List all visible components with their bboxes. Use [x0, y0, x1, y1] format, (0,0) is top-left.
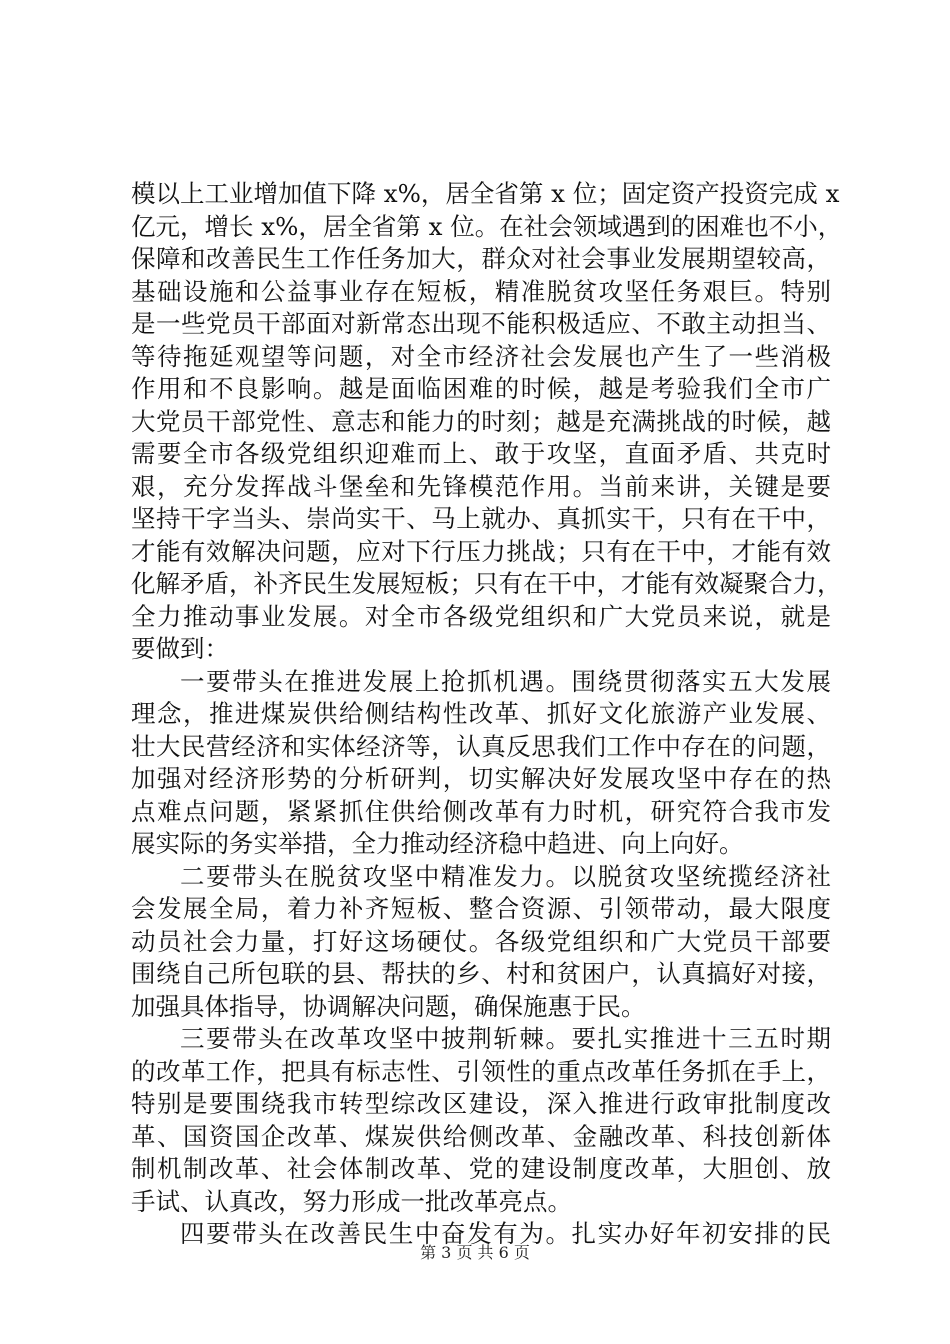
- text-line: 壮大民营经济和实体经济等，认真反思我们工作中存在的问题，: [131, 731, 831, 761]
- text-line: 加强具体指导，协调解决问题，确保施惠于民。: [131, 991, 646, 1021]
- text-line: 三要带头在改革攻坚中披荆斩棘。要扎实推进十三五时期: [180, 1024, 831, 1053]
- text-line: 手试、认真改，努力形成一批改革亮点。: [131, 1186, 572, 1216]
- text-line: 需要全市各级党组织迎难而上、敢于攻坚，直面矛盾、共克时: [131, 439, 831, 468]
- text-line: 等待拖延观望等问题，对全市经济社会发展也产生了一些消极: [131, 341, 831, 371]
- text-line: 点难点问题，紧紧抓住供给侧改革有力时机，研究符合我市发: [131, 796, 831, 826]
- text-line: 作用和不良影响。越是面临困难的时候，越是考验我们全市广: [131, 374, 831, 403]
- text-line: 艰，充分发挥战斗堡垒和先锋模范作用。当前来讲，关键是要: [131, 471, 831, 501]
- body-text: [131, 178, 843, 1251]
- text-line: 要做到：: [131, 634, 229, 663]
- text-line: 特别是要围绕我市转型综改区建设，深入推进行政审批制度改: [131, 1089, 831, 1118]
- text-line: 是一些党员干部面对新常态出现不能积极适应、不敢主动担当、: [131, 309, 831, 338]
- text-line: 坚持干字当头、崇尚实干、马上就办、真抓实干，只有在干中，: [131, 504, 831, 533]
- text-line: 大党员干部党性、意志和能力的时刻；越是充满挑战的时候，越: [131, 406, 831, 436]
- text-line: 理念，推进煤炭供给侧结构性改革、抓好文化旅游产业发展、: [131, 699, 831, 728]
- text-line: 模以上工业增加值下降 x%，居全省第 x 位；固定资产投资完成 x: [131, 179, 840, 208]
- text-line: 基础设施和公益事业存在短板，精准脱贫攻坚任务艰巨。特别: [131, 276, 831, 306]
- text-line: 制机制改革、社会体制改革、党的建设制度改革，大胆创、放: [131, 1154, 831, 1183]
- text-line: 一要带头在推进发展上抢抓机遇。围绕贯彻落实五大发展: [180, 666, 831, 696]
- text-line: 才能有效解决问题，应对下行压力挑战；只有在干中，才能有效: [131, 536, 831, 566]
- page-footer: 第 3 页 共 6 页: [420, 1243, 530, 1262]
- text-line: 化解矛盾，补齐民生发展短板；只有在干中，才能有效凝聚合力，: [131, 569, 842, 598]
- text-line: 亿元，增长 x%，居全省第 x 位。在社会领域遇到的困难也不小，: [131, 211, 843, 241]
- text-line: 动员社会力量，打好这场硬仗。各级党组织和广大党员干部要: [131, 926, 831, 956]
- text-line: 四要带头在改善民生中奋发有为。扎实办好年初安排的民: [180, 1219, 831, 1248]
- text-line: 的改革工作，把具有标志性、引领性的重点改革任务抓在手上，: [131, 1056, 831, 1086]
- text-line: 加强对经济形势的分析研判，切实解决好发展攻坚中存在的热: [131, 764, 831, 793]
- text-line: 围绕自己所包联的县、帮扶的乡、村和贫困户，认真搞好对接，: [131, 959, 831, 988]
- text-line: 二要带头在脱贫攻坚中精准发力。以脱贫攻坚统揽经济社: [180, 861, 831, 891]
- text-line: 全力推动事业发展。对全市各级党组织和广大党员来说，就是: [131, 601, 831, 631]
- text-line: 保障和改善民生工作任务加大，群众对社会事业发展期望较高，: [131, 244, 831, 273]
- text-line: 会发展全局，着力补齐短板、整合资源、引领带动，最大限度: [131, 894, 831, 923]
- text-line: 革、国资国企改革、煤炭供给侧改革、金融改革、科技创新体: [131, 1121, 831, 1151]
- text-line: 展实际的务实举措，全力推动经济稳中趋进、向上向好。: [131, 829, 744, 858]
